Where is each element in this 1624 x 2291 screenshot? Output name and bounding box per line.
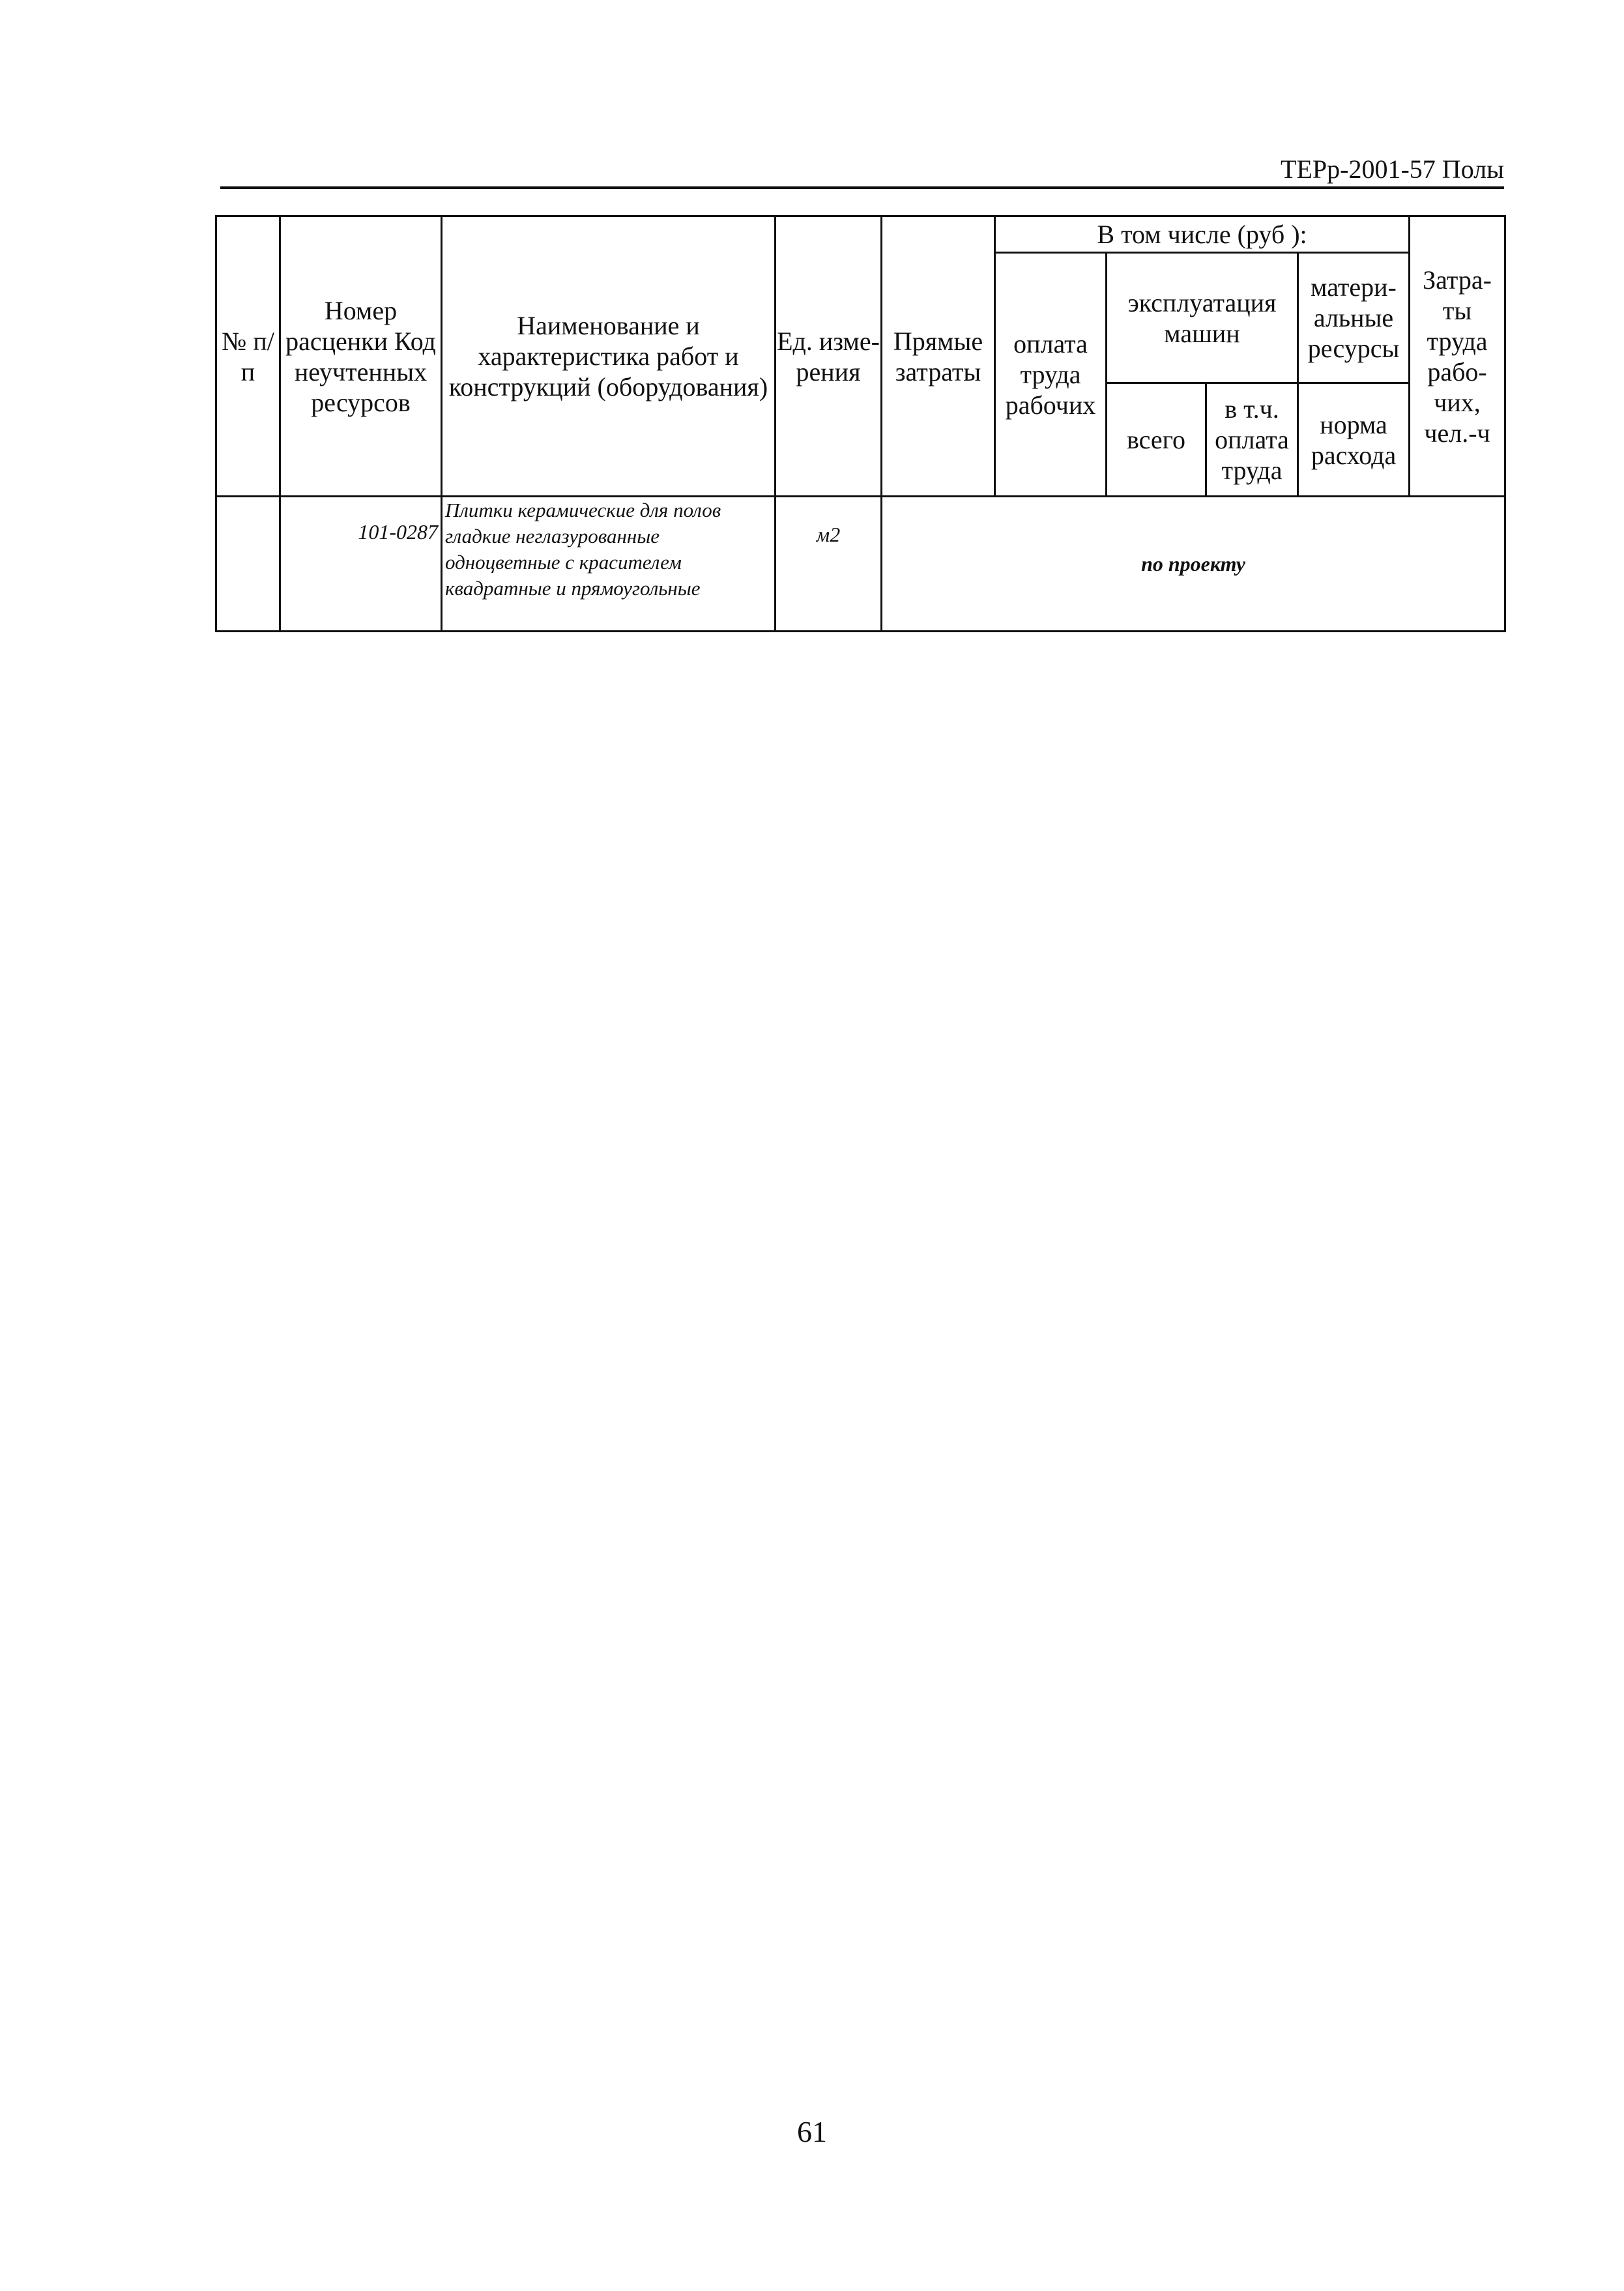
- col-name-header: Наименование и характеристика работ и конструкций (оборудования): [442, 216, 776, 497]
- col-materials-header: матери-альные ресурсы: [1298, 253, 1410, 383]
- col-labor-pay-header: оплата труда рабочих: [995, 253, 1107, 497]
- col-norm-header: норма расхода: [1298, 383, 1410, 497]
- document-code: ТЕРр-2001-57 Полы: [1281, 154, 1504, 184]
- row-name: Плитки керамические для полов гладкие неглазурованные одноцветные с красителем квадратные и прямоугольные: [442, 497, 776, 632]
- document-header: [220, 154, 1504, 190]
- row-value: по проекту: [882, 497, 1505, 632]
- header-rule: [220, 186, 1504, 189]
- row-num: [216, 497, 280, 632]
- col-machines-total-header: всего: [1107, 383, 1206, 497]
- page-number: 61: [797, 2115, 827, 2148]
- row-code: 101-0287: [280, 497, 442, 632]
- col-num-header: № п/п: [216, 216, 280, 497]
- col-direct-header: Прямые затраты: [882, 216, 995, 497]
- col-labor-cost-header: Затра-ты труда рабо-чих, чел.-ч: [1410, 216, 1505, 497]
- incl-header: В том числе (руб ):: [995, 216, 1410, 253]
- col-unit-header: Ед. изме-рения: [776, 216, 882, 497]
- rates-table: [215, 215, 1506, 632]
- table-row: [216, 497, 1505, 632]
- row-unit: м2: [776, 497, 882, 632]
- col-machines-header: эксплуатация машин: [1107, 253, 1298, 383]
- col-machines-incl-pay-header: в т.ч. оплата труда: [1206, 383, 1298, 497]
- col-code-header: Номер расценки Код неучтенных ресурсов: [280, 216, 442, 497]
